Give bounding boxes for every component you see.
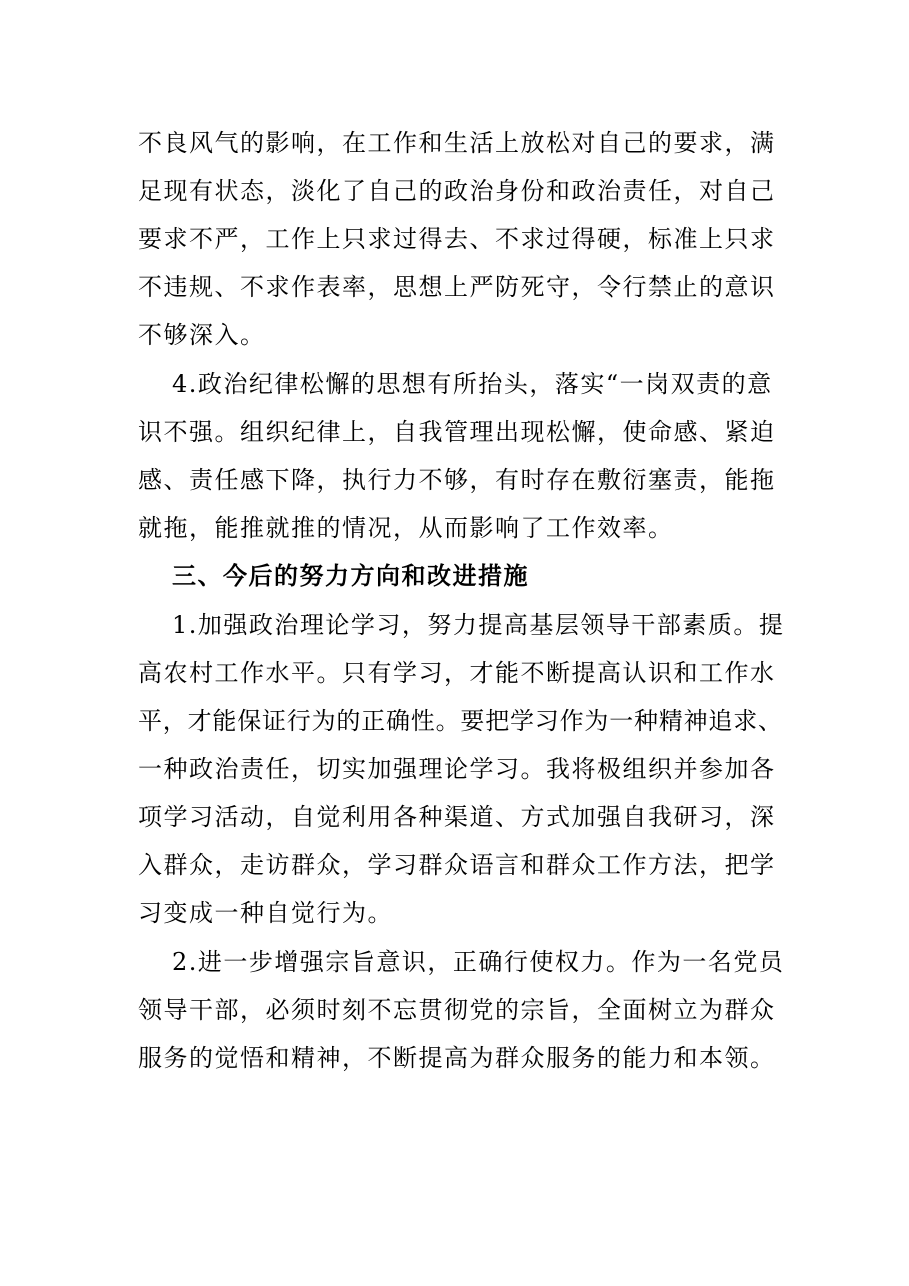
paragraph-line: 领导干部，必须时刻不忘贯彻党的宗旨，全面树立为群众 [138, 996, 776, 1024]
paragraph-line: 识不强。组织纪律上，自我管理出现松懈，使命感、紧迫 [138, 418, 776, 446]
paragraph-line: 就拖，能推就推的情况，从而影响了工作效率。 [138, 514, 674, 542]
paragraph-line: 高农村工作水平。只有学习，才能不断提高认识和工作水 [138, 659, 776, 687]
paragraph-line: 习变成一种自觉行为。 [138, 899, 393, 927]
paragraph-line: 入群众，走访群众，学习群众语言和群众工作方法，把学 [138, 851, 776, 879]
paragraph-line: 项学习活动，自觉利用各种渠道、方式加强自我研习，深 [138, 803, 776, 831]
paragraph-line: 不良风气的影响，在工作和生活上放松对自己的要求，满 [138, 129, 776, 157]
paragraph-line: 平，才能保证行为的正确性。要把学习作为一种精神追求、 [138, 707, 783, 735]
paragraph-line: 不够深入。 [138, 321, 266, 349]
paragraph-line: 不违规、不求作表率，思想上严防死守，令行禁止的意识 [138, 273, 776, 301]
paragraph-line: 一种政治责任，切实加强理论学习。我将极组织并参加各 [138, 755, 776, 783]
section-heading: 三、今后的努力方向和改进措施 [172, 562, 529, 590]
list-item-1: 1.加强政治理论学习，努力提高基层领导干部素质。提 [172, 611, 785, 639]
paragraph-line: 要求不严，工作上只求过得去、不求过得硬，标准上只求 [138, 225, 776, 253]
paragraph-line: 足现有状态，淡化了自己的政治身份和政治责任，对自己 [138, 177, 776, 205]
paragraph-line: 服务的觉悟和精神，不断提高为群众服务的能力和本领。 [138, 1044, 776, 1072]
list-item-2: 2.进一步增强宗旨意识，正确行使权力。作为一名党员 [172, 948, 785, 976]
paragraph-line: 感、责任感下降，执行力不够，有时存在敷衍塞责，能拖 [138, 466, 776, 494]
list-item-4: 4.政治纪律松懈的思想有所抬头，落实“一岗双责的意 [172, 370, 773, 398]
